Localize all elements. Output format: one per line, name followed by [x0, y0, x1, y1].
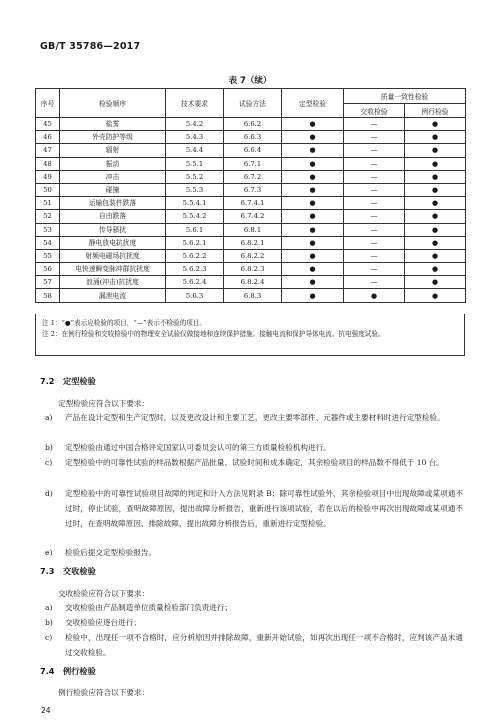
row-requirement: 5.6.3 [166, 289, 224, 302]
row-type-test: ● [282, 236, 344, 249]
row-delivery: — [344, 223, 405, 236]
table-row [36, 157, 466, 170]
list-item-label: a) [45, 603, 53, 612]
list-item-label: d) [45, 489, 53, 498]
row-routine: ● [405, 197, 466, 210]
row-number: 50 [36, 183, 60, 196]
row-type-test: ● [282, 118, 344, 131]
row-method: 6.8.2.1 [224, 236, 282, 249]
row-delivery: — [344, 183, 405, 196]
note-2: 注 2：在例行检验和交收检验中的物理安全试验仅做接地和连续保护措施、接触电流和保护导体电流、抗电强度试验。 [42, 330, 385, 338]
row-routine: ● [405, 144, 466, 157]
row-type-test: ● [282, 157, 344, 170]
row-type-test: ● [282, 249, 344, 262]
row-delivery: — [344, 170, 405, 183]
row-type-test: ● [282, 210, 344, 223]
row-number: 49 [36, 170, 60, 183]
section-heading [40, 376, 96, 387]
header-requirement: 技术要求 [166, 89, 224, 118]
row-item: 射频电磁场抗扰度 [60, 249, 166, 262]
row-delivery: — [344, 249, 405, 262]
list-item-text: 检验后提交定型检验报告。 [65, 548, 157, 557]
row-item: 漏泄电流 [60, 289, 166, 302]
row-routine: ● [405, 131, 466, 144]
row-number: 57 [36, 276, 60, 289]
list-item-label: c) [45, 633, 53, 642]
row-method: 6.7.4.2 [224, 210, 282, 223]
standard-code: GB/T 35786—2017 [40, 41, 141, 52]
section-heading [40, 566, 96, 577]
header-item: 检验顺序 [60, 89, 166, 118]
row-routine: ● [405, 157, 466, 170]
row-routine: ● [405, 249, 466, 262]
section-intro: 定型检验应符合以下要求： [58, 399, 150, 408]
row-delivery: — [344, 210, 405, 223]
row-number: 47 [36, 144, 60, 157]
row-requirement: 5.5.2 [166, 170, 224, 183]
page-number: 24 [41, 706, 51, 715]
note-1: 注 1：“●”表示应检验的项目，“—”表示不检验的项目。 [42, 319, 206, 327]
row-delivery: — [344, 197, 405, 210]
row-routine: ● [405, 263, 466, 276]
row-method: 6.6.3 [224, 131, 282, 144]
row-item: 电快速瞬变脉冲群抗扰度 [60, 263, 166, 276]
row-number: 46 [36, 131, 60, 144]
row-routine: ● [405, 210, 466, 223]
row-requirement: 5.5.3 [166, 183, 224, 196]
row-type-test: ● [282, 223, 344, 236]
list-item-text: 产品在设计定型和生产定型时，以及更改设计和主要工艺，更改主要零部件、元器件或主要材料时进行定型检验。 [65, 413, 445, 422]
table-row [36, 118, 466, 131]
table-caption: 表 7（续） [228, 76, 272, 86]
row-type-test: ● [282, 131, 344, 144]
row-method: 6.8.2.2 [224, 249, 282, 262]
row-routine: ● [405, 276, 466, 289]
list-item-label: a) [45, 413, 53, 422]
table-row [36, 210, 466, 223]
table-row [36, 170, 466, 183]
row-number: 52 [36, 210, 60, 223]
row-method: 6.7.1 [224, 157, 282, 170]
row-type-test: ● [282, 289, 344, 302]
section-number: 7.3 [40, 566, 55, 576]
table-row [36, 236, 466, 249]
row-item: 传导骚扰 [60, 223, 166, 236]
row-method: 6.8.3 [224, 289, 282, 302]
row-requirement: 5.4.4 [166, 144, 224, 157]
row-requirement: 5.6.2.2 [166, 249, 224, 262]
row-item: 浪涌(冲击)抗扰度 [60, 276, 166, 289]
row-delivery: — [344, 236, 405, 249]
list-item-text: 交收检验由产品制造单位质量检验部门负责进行； [65, 603, 233, 612]
row-item: 自由跌落 [60, 210, 166, 223]
row-requirement: 5.6.2.4 [166, 276, 224, 289]
row-routine: ● [405, 289, 466, 302]
list-item-text: 定型检验由通过中国合格评定国家认可委员会认可的第三方质量检验机构进行。 [65, 443, 331, 452]
section-title: 例行检验 [63, 666, 96, 676]
row-method: 6.8.2.3 [224, 263, 282, 276]
row-type-test: ● [282, 170, 344, 183]
row-requirement: 5.4.3 [166, 131, 224, 144]
row-method: 6.6.2 [224, 118, 282, 131]
row-delivery: — [344, 263, 405, 276]
table-row [36, 249, 466, 262]
section-heading [40, 666, 96, 677]
row-delivery: — [344, 144, 405, 157]
row-type-test: ● [282, 183, 344, 196]
row-item: 振动 [60, 157, 166, 170]
row-requirement: 5.5.4.1 [166, 197, 224, 210]
row-number: 53 [36, 223, 60, 236]
header-no: 序号 [36, 89, 60, 118]
row-requirement: 5.5.1 [166, 157, 224, 170]
inspection-table [35, 88, 466, 303]
row-routine: ● [405, 223, 466, 236]
table-row [36, 131, 466, 144]
row-delivery: — [344, 118, 405, 131]
row-type-test: ● [282, 144, 344, 157]
list-item-label: b) [45, 443, 53, 452]
header-delivery: 交收检验 [344, 104, 405, 118]
row-type-test: ● [282, 197, 344, 210]
row-requirement: 5.6.1 [166, 223, 224, 236]
row-item: 静电放电抗扰度 [60, 236, 166, 249]
list-item-text: 交收检验应逐台进行； [65, 618, 141, 627]
row-routine: ● [405, 236, 466, 249]
row-delivery: — [344, 157, 405, 170]
row-requirement: 5.4.2 [166, 118, 224, 131]
header-quality-consistency: 质量一致性检验 [344, 89, 466, 104]
row-item: 碰撞 [60, 183, 166, 196]
table-row [36, 276, 466, 289]
row-number: 56 [36, 263, 60, 276]
row-item: 冲击 [60, 170, 166, 183]
list-item-text: 定型检验中的可靠性试验的样品数根据产品批量、试验时间和成本确定，其余检验项目的样品数不得低于 10 台。 [65, 458, 444, 467]
row-number: 54 [36, 236, 60, 249]
row-method: 6.7.3 [224, 183, 282, 196]
row-item: 运输包装件跌落 [60, 197, 166, 210]
row-method: 6.6.4 [224, 144, 282, 157]
section-title: 交收检验 [63, 566, 96, 576]
row-item: 外壳防护等级 [60, 131, 166, 144]
row-routine: ● [405, 118, 466, 131]
row-requirement: 5.6.2.3 [166, 263, 224, 276]
row-delivery: — [344, 131, 405, 144]
list-item-text: 定型检验中的可靠性试验项目故障的判定和计入方法见附录 B；除可靠性试验外，其余检验项目中出现故障或某项通不过时，停止试验，查明故障原因，提出故障分析报告，重新进行该项试验，若在以后的检验中再次出现故障或某项通不过时，在查明故障原因、排除故障、提出故障分析报告后，重新进行定型检验。 [65, 489, 463, 528]
list-item-text: 检验中，出现任一项不合格时，应分析原因并排除故障，重新开始试验，如再次出现任一项不合格时，应判该产品未通过交收检验。 [65, 633, 463, 657]
list-item-label: e) [45, 548, 53, 557]
row-routine: ● [405, 183, 466, 196]
row-method: 6.7.4.1 [224, 197, 282, 210]
section-intro: 交收检验应符合以下要求： [58, 589, 150, 598]
row-item: 盐雾 [60, 118, 166, 131]
table-notes [35, 314, 465, 356]
table-row [36, 289, 466, 302]
row-requirement: 5.5.4.2 [166, 210, 224, 223]
section-number: 7.4 [40, 666, 55, 676]
row-number: 51 [36, 197, 60, 210]
header-method: 试验方法 [224, 89, 282, 118]
row-delivery: — [344, 276, 405, 289]
table-row [36, 263, 466, 276]
row-type-test: ● [282, 263, 344, 276]
row-item: 辐射 [60, 144, 166, 157]
row-requirement: 5.6.2.1 [166, 236, 224, 249]
row-number: 45 [36, 118, 60, 131]
table-row [36, 144, 466, 157]
row-method: 6.8.2.4 [224, 276, 282, 289]
row-method: 6.7.2 [224, 170, 282, 183]
section-title: 定型检验 [63, 376, 96, 386]
table-body [36, 118, 466, 303]
row-delivery: ● [344, 289, 405, 302]
header-type-test: 定型检验 [282, 89, 344, 118]
table-row [36, 223, 466, 236]
table-row [36, 183, 466, 196]
section-intro: 例行检验应符合以下要求： [58, 688, 150, 697]
row-number: 48 [36, 157, 60, 170]
row-method: 6.8.1 [224, 223, 282, 236]
row-number: 58 [36, 289, 60, 302]
section-number: 7.2 [40, 376, 55, 386]
list-item-label: b) [45, 618, 53, 627]
row-number: 55 [36, 249, 60, 262]
row-routine: ● [405, 170, 466, 183]
table-row [36, 197, 466, 210]
row-type-test: ● [282, 276, 344, 289]
header-routine: 例行检验 [405, 104, 466, 118]
list-item-label: c) [45, 458, 53, 467]
